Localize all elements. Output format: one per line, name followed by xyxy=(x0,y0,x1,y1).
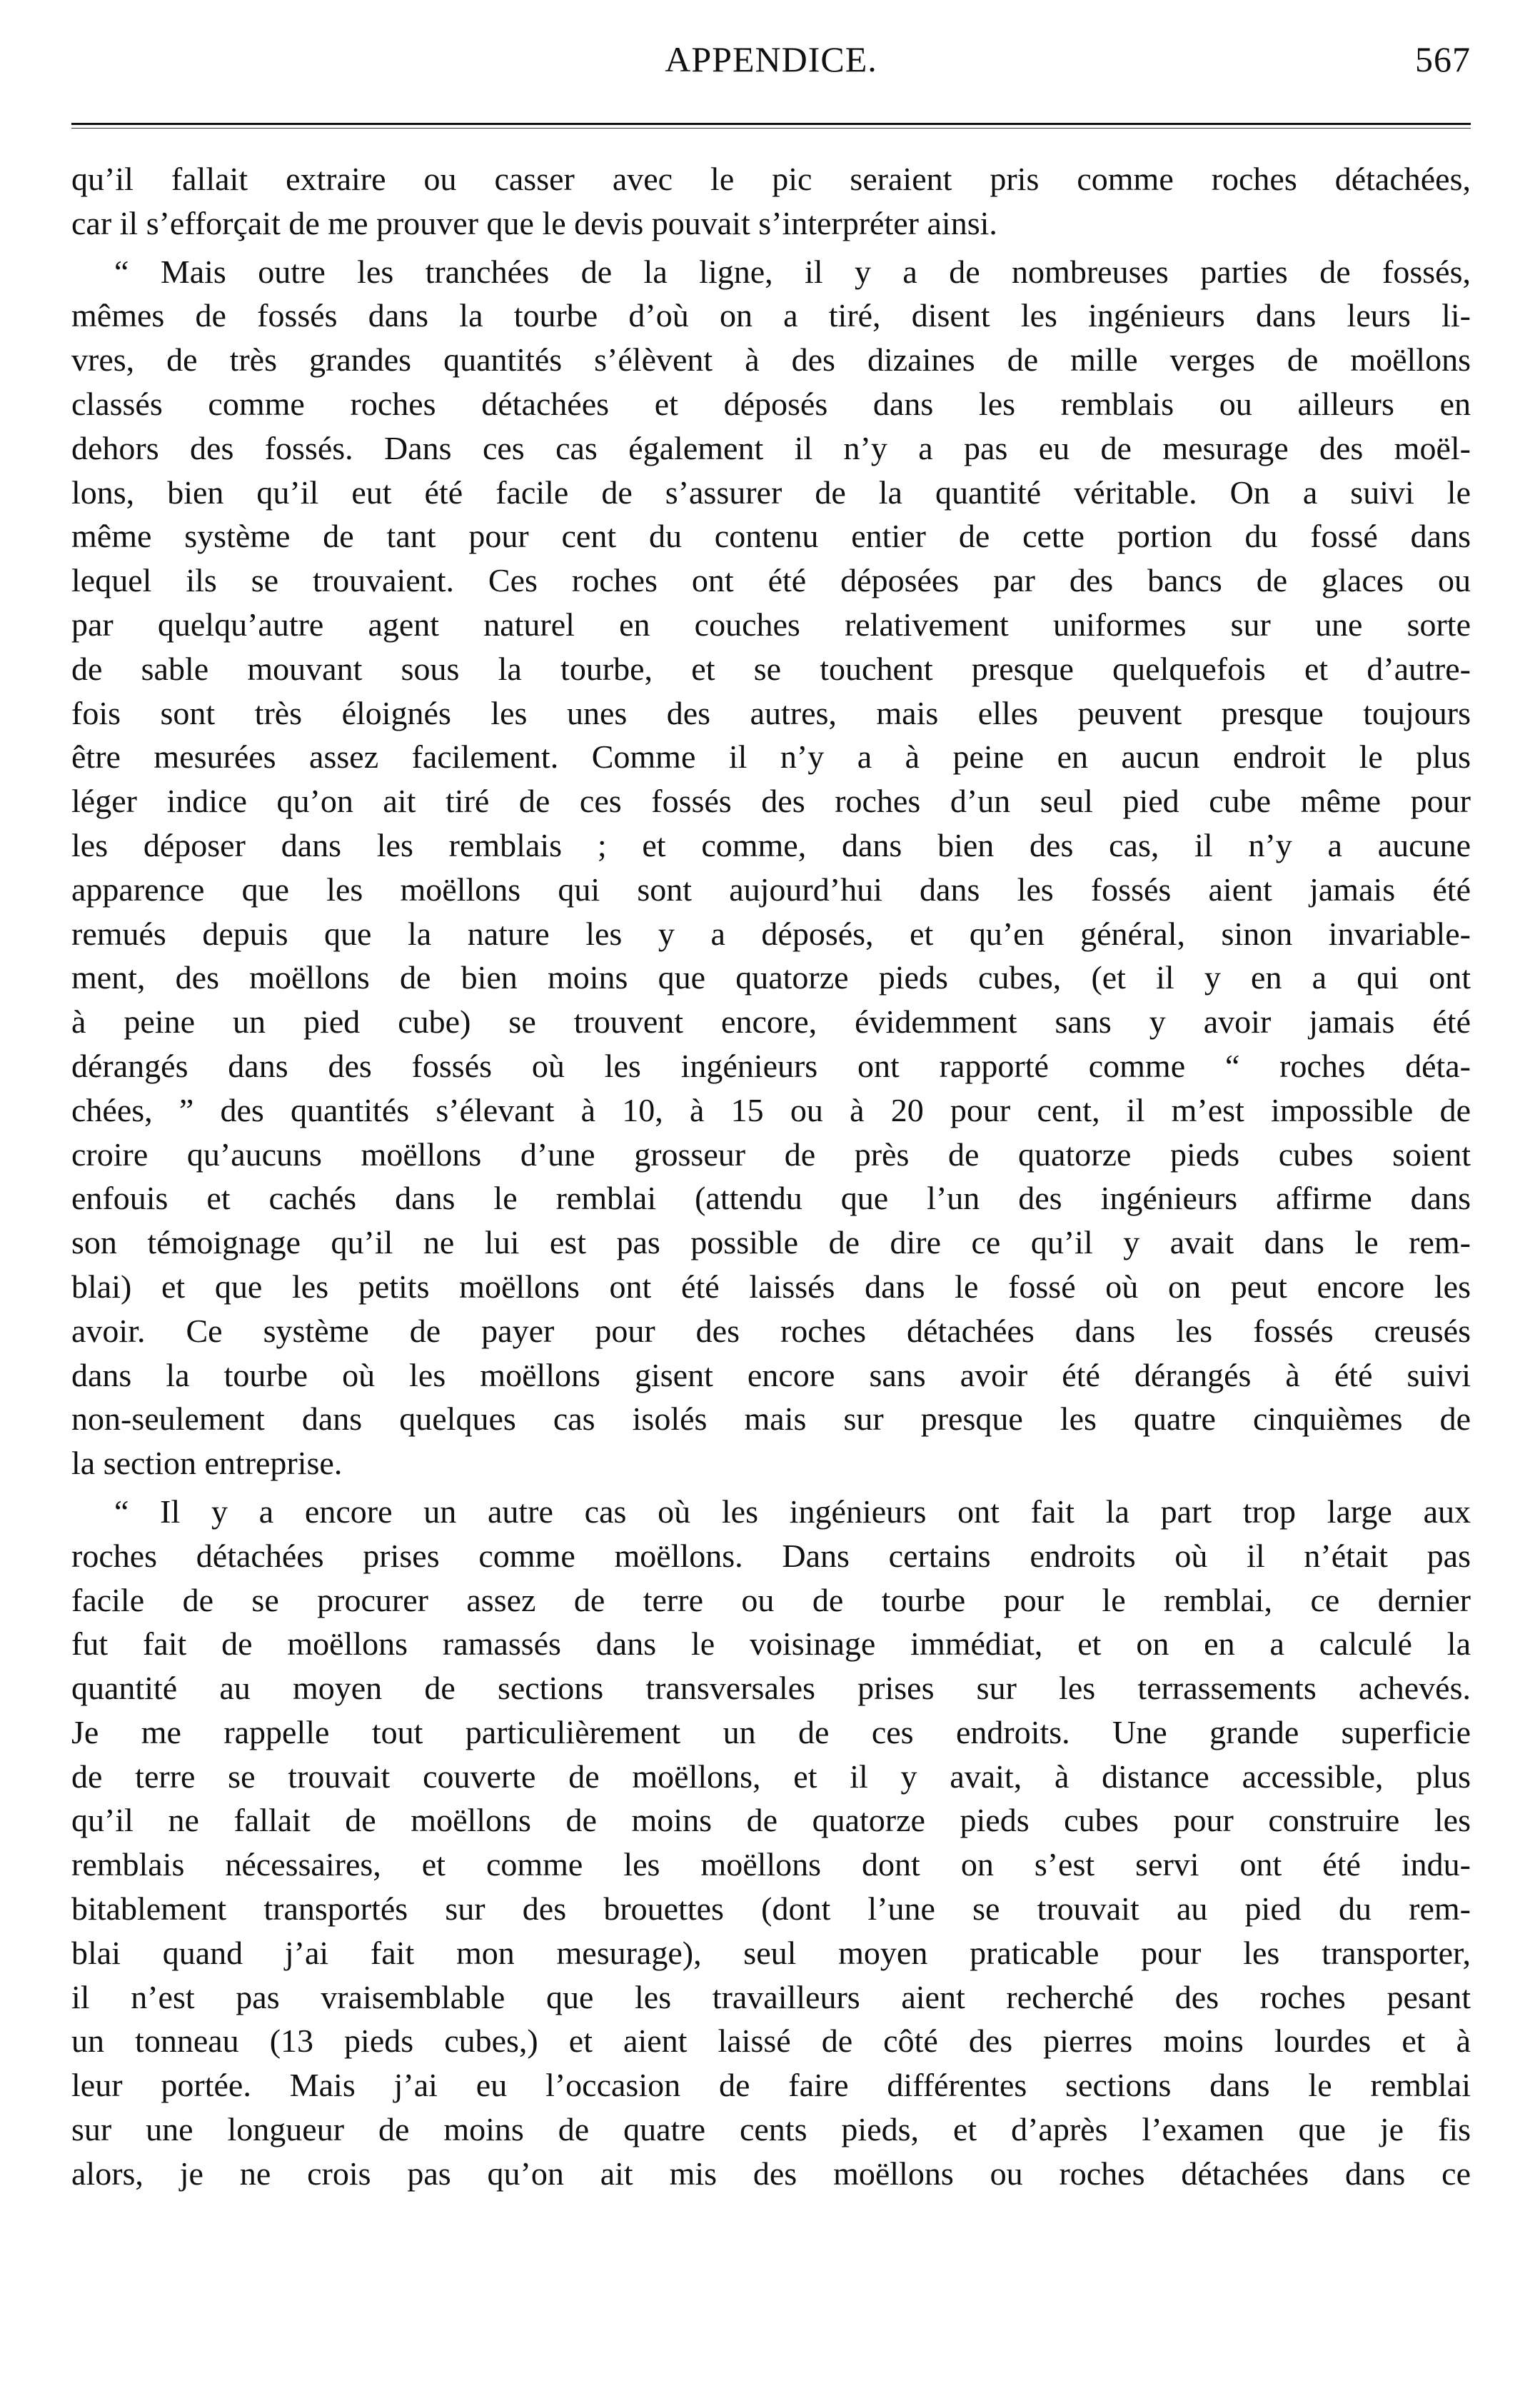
text-line: la section entreprise. xyxy=(71,1445,343,1482)
text-line: “ Mais outre les tranchées de la ligne, il y a de nombreuses parties de fossés, xyxy=(114,253,1471,290)
text-line: Je me rappelle tout particulièrement un de ces endroits. Une grande superficie xyxy=(71,1713,1471,1750)
text-line: un tonneau (13 pieds cubes,) et aient laissé de côté des pierres moins lourdes et à xyxy=(71,2022,1471,2060)
text-line: blai) et que les petits moëllons ont été laissés dans le fossé où on peut encore les xyxy=(71,1268,1471,1305)
running-head xyxy=(71,29,1471,86)
text-line: dans la tourbe où les moëllons gisent encore sans avoir été dérangés à été suivi xyxy=(71,1356,1471,1393)
text-line: même système de tant pour cent du contenu entier de cette portion du fossé dans xyxy=(71,518,1471,555)
page xyxy=(71,29,1471,2196)
text-line: avoir. Ce système de payer pour des roches détachées dans les fossés creusés xyxy=(71,1312,1471,1349)
text-line: quantité au moyen de sections transversales prises sur les terrassements achevés. xyxy=(71,1670,1471,1707)
text-line: non-seulement dans quelques cas isolés mais sur presque les quatre cinquièmes de xyxy=(71,1400,1471,1438)
text-line: remués depuis que la nature les y a déposés, et qu’en général, sinon invariable- xyxy=(71,915,1471,952)
text-line: son témoignage qu’il ne lui est pas possible de dire ce qu’il y avait dans le rem- xyxy=(71,1224,1471,1261)
text-line: “ Il y a encore un autre cas où les ingénieurs ont fait la part trop large aux xyxy=(114,1493,1471,1530)
text-line: dérangés dans des fossés où les ingénieurs ont rapporté comme “ roches déta- xyxy=(71,1047,1471,1084)
text-line: il n’est pas vraisemblable que les travailleurs aient recherché des roches pesant xyxy=(71,1978,1471,2015)
text-line: croire qu’aucuns moëllons d’une grosseur de près de quatorze pieds cubes soient xyxy=(71,1136,1471,1173)
text-line: qu’il fallait extraire ou casser avec le pic seraient pris comme roches détachées, xyxy=(71,161,1471,197)
paragraph xyxy=(71,250,1471,1485)
text-line: à peine un pied cube) se trouvent encore, évidemment sans y avoir jamais été xyxy=(71,1003,1471,1041)
text-line: car il s’efforçait de me prouver que le devis pouvait s’interpréter ainsi. xyxy=(71,204,997,241)
text-line: ment, des moëllons de bien moins que quatorze pieds cubes, (et il y en a qui ont xyxy=(71,959,1471,996)
text-line: roches détachées prises comme moëllons. Dans certains endroits où il n’était pas xyxy=(71,1537,1471,1574)
text-line: fois sont très éloignés les unes des autres, mais elles peuvent presque toujours xyxy=(71,694,1471,731)
text-line: classés comme roches détachées et déposés dans les remblais ou ailleurs en xyxy=(71,385,1471,422)
text-line: facile de se procurer assez de terre ou de tourbe pour le remblai, ce dernier xyxy=(71,1581,1471,1618)
page-number: 567 xyxy=(1415,39,1471,79)
text-line: mêmes de fossés dans la tourbe d’où on a tiré, disent les ingénieurs dans leurs li- xyxy=(71,297,1471,334)
text-line: blai quand j’ai fait mon mesurage), seul moyen praticable pour les transporter, xyxy=(71,1934,1471,1971)
paragraph xyxy=(71,1490,1471,2196)
text-line: apparence que les moëllons qui sont aujourd’hui dans les fossés aient jamais été xyxy=(71,871,1471,908)
text-line: bitablement transportés sur des brouettes (dont l’une se trouvait au pied du rem- xyxy=(71,1890,1471,1928)
text-line: alors, je ne crois pas qu’on ait mis des moëllons ou roches détachées dans ce xyxy=(71,2155,1471,2192)
text-line: de terre se trouvait couverte de moëllons, et il y avait, à distance accessible, plus xyxy=(71,1758,1471,1795)
text-line: lequel ils se trouvaient. Ces roches ont été déposées par des bancs de glaces ou xyxy=(71,562,1471,599)
text-line: dehors des fossés. Dans ces cas également il n’y a pas eu de mesurage des moël- xyxy=(71,429,1471,466)
text-line: sur une longueur de moins de quatre cents pieds, et d’après l’examen que je fis xyxy=(71,2111,1471,2148)
paragraph xyxy=(71,157,1471,246)
running-title: APPENDICE. xyxy=(665,39,877,79)
body-text xyxy=(71,157,1471,2196)
text-line: enfouis et cachés dans le remblai (attendu que l’un des ingénieurs affirme dans xyxy=(71,1180,1471,1217)
text-line: par quelqu’autre agent naturel en couches relativement uniformes sur une sorte xyxy=(71,606,1471,643)
header-rule xyxy=(71,123,1471,125)
text-line: remblais nécessaires, et comme les moëllons dont on s’est servi ont été indu- xyxy=(71,1846,1471,1883)
text-line: vres, de très grandes quantités s’élèvent à des dizaines de mille verges de moëllons xyxy=(71,341,1471,379)
text-line: de sable mouvant sous la tourbe, et se touchent presque quelquefois et d’autre- xyxy=(71,650,1471,687)
text-line: chées, ” des quantités s’élevant à 10, à 15 ou à 20 pour cent, il m’est impossible de xyxy=(71,1091,1471,1128)
text-line: leur portée. Mais j’ai eu l’occasion de faire différentes sections dans le remblai xyxy=(71,2067,1471,2104)
text-line: être mesurées assez facilement. Comme il n’y a à peine en aucun endroit le plus xyxy=(71,738,1471,776)
text-line: qu’il ne fallait de moëllons de moins de quatorze pieds cubes pour construire les xyxy=(71,1802,1471,1839)
text-line: fut fait de moëllons ramassés dans le voisinage immédiat, et on en a calculé la xyxy=(71,1625,1471,1663)
text-line: léger indice qu’on ait tiré de ces fossés des roches d’un seul pied cube même pour xyxy=(71,783,1471,820)
header-rule-thin xyxy=(71,128,1471,129)
text-line: les déposer dans les remblais ; et comme, dans bien des cas, il n’y a aucune xyxy=(71,826,1471,863)
text-line: lons, bien qu’il eut été facile de s’assurer de la quantité véritable. On a suivi le xyxy=(71,473,1471,511)
